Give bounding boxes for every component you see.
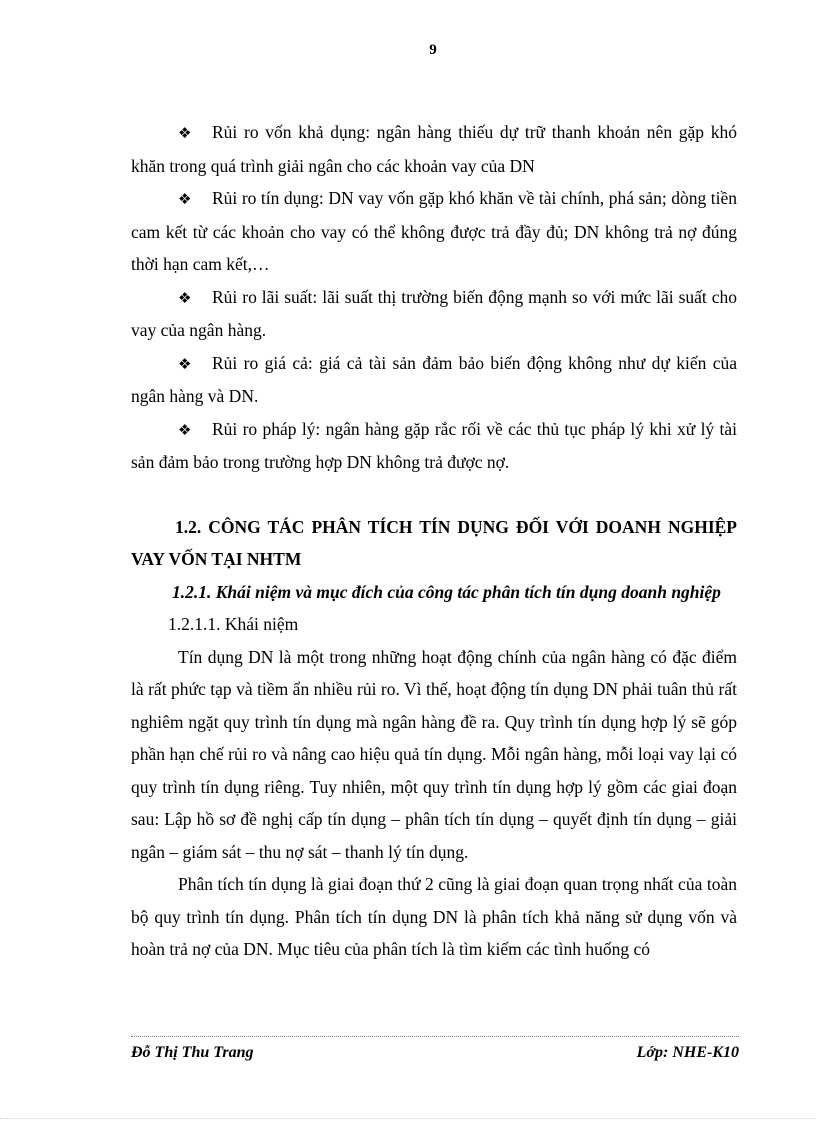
subsub-heading: 1.2.1.1. Khái niệm <box>168 614 299 634</box>
diamond-bullet-icon: ❖ <box>178 420 192 439</box>
bullet-text: Rủi ro vốn khả dụng: ngân hàng thiếu dự trữ thanh khoản nên gặp khó khăn trong quá trình giải ngân cho các khoản vay của DN <box>131 122 737 176</box>
document-body <box>131 116 737 966</box>
bullet-text: Rủi ro pháp lý: ngân hàng gặp rắc rối về các thủ tục pháp lý khi xử lý tài sản đảm bảo trong trường hợp DN không trả được nợ. <box>131 418 737 472</box>
diamond-bullet-icon: ❖ <box>178 124 192 142</box>
diamond-bullet-icon: ❖ <box>178 190 192 208</box>
bullet-text: Rủi ro lãi suất: lãi suất thị trường biến động mạnh so với mức lãi suất cho vay của ngân hàng. <box>131 286 737 340</box>
bullet-item-credit-risk <box>131 182 737 281</box>
bullet-item-price-risk <box>131 347 737 413</box>
page-bottom-divider <box>0 1118 816 1119</box>
sub-heading: 1.2.1. Khái niệm và mục đích của công tác phân tích tín dụng doanh nghiệp <box>172 581 721 602</box>
bullet-item-interest-risk <box>131 281 737 347</box>
bullet-item-legal-risk <box>131 413 737 479</box>
diamond-bullet-icon: ❖ <box>178 288 192 307</box>
page-number: 9 <box>429 42 437 58</box>
bullet-text: Rủi ro tín dụng: DN vay vốn gặp khó khăn về tài chính, phá sản; dòng tiền cam kết từ các khoản cho vay có thể không được trả đầy đủ; DN không trả nợ đúng thời hạn cam kết,… <box>131 188 737 274</box>
diamond-bullet-icon: ❖ <box>178 354 192 373</box>
bullet-text: Rủi ro giá cả: giá cả tài sản đảm bảo biến động không như dự kiến của ngân hàng và DN. <box>131 352 737 406</box>
body-paragraph: Phân tích tín dụng là giai đoạn thứ 2 cũng là giai đoạn quan trọng nhất của toàn bộ quy trình tín dụng. Phân tích tín dụng DN là phân tích khả năng sử dụng vốn và hoàn trả nợ của DN. Mục tiêu của phân tích là tìm kiếm các tình huống có <box>131 874 737 959</box>
bullet-item-liquidity-risk <box>131 116 737 182</box>
section-spacer <box>131 479 737 511</box>
footer-author: Đỗ Thị Thu Trang <box>131 1044 254 1061</box>
footer-divider <box>131 1036 739 1037</box>
section-heading: 1.2. CÔNG TÁC PHÂN TÍCH TÍN DỤNG ĐỐI VỚI DOANH NGHIỆP VAY VỐN TẠI NHTM <box>131 516 737 569</box>
body-paragraph: Tín dụng DN là một trong những hoạt động chính của ngân hàng có đặc điểm là rất phức tạp và tiềm ẩn nhiều rủi ro. Vì thế, hoạt động tín dụng DN phải tuân thủ rất nghiêm ngặt quy trình tín dụng mà ngân hàng đề ra. Quy trình tín dụng hợp lý sẽ góp phần hạn chế rủi ro và nâng cao hiệu quả tín dụng. Mỗi ngân hàng, mỗi loại vay lại có quy trình tín dụng riêng. Tuy nhiên, một quy trình tín dụng hợp lý gồm các giai đoạn sau: Lập hồ sơ đề nghị cấp tín dụng – phân tích tín dụng – quyết định tín dụng – giải ngân – giám sát – thu nợ sát – thanh lý tín dụng. <box>131 646 737 862</box>
footer-class: Lớp: NHE-K10 <box>636 1044 739 1061</box>
